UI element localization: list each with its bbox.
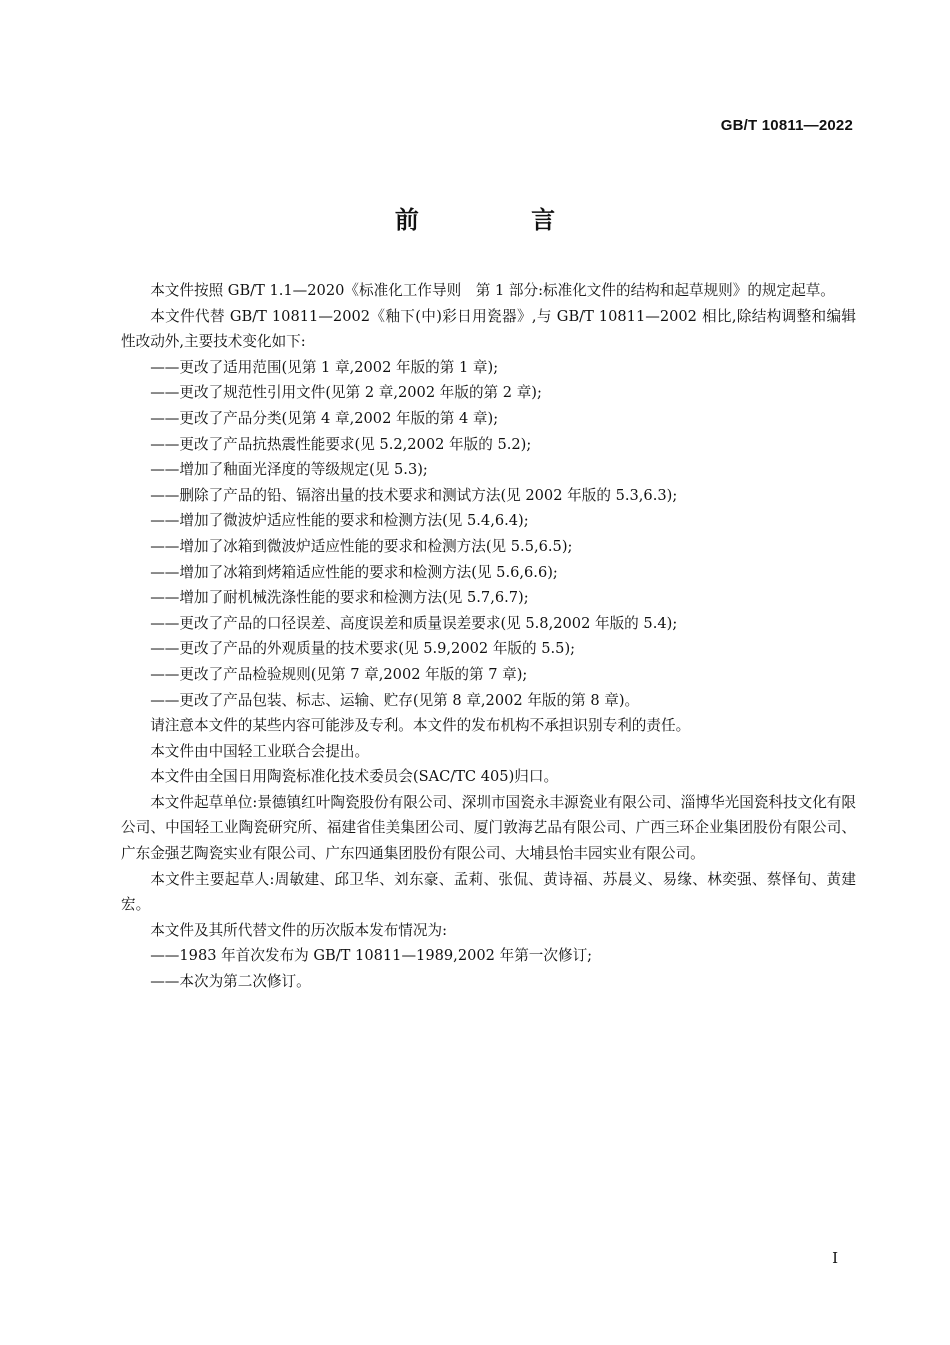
page-title: 前 言 <box>394 206 608 234</box>
paragraph: 本文件按照 GB/T 1.1—2020《标准化工作导则 第 1 部分:标准化文件的结构和起草规则》的规定起草。 <box>150 282 835 299</box>
list-item: ——增加了冰箱到微波炉适应性能的要求和检测方法(见 5.5,6.5); <box>150 537 573 555</box>
list-item: ——增加了冰箱到烤箱适应性能的要求和检测方法(见 5.6,6.6); <box>150 563 558 581</box>
document-body <box>121 278 856 995</box>
list-item: ——更改了适用范围(见第 1 章,2002 年版的第 1 章); <box>150 358 499 376</box>
list-item: ——增加了釉面光泽度的等级规定(见 5.3); <box>150 461 428 479</box>
list-item: ——本次为第二次修订。 <box>150 973 311 991</box>
paragraph: 请注意本文件的某些内容可能涉及专利。本文件的发布机构不承担识别专利的责任。 <box>150 717 691 735</box>
paragraph: 本文件由全国日用陶瓷标准化技术委员会(SAC/TC 405)归口。 <box>150 768 559 786</box>
paragraph: 本文件主要起草人:周敏建、邱卫华、刘东豪、孟莉、张侃、黄诗福、苏晨义、易缘、林奕强、蔡怿旬、黄建宏。 <box>121 870 856 914</box>
paragraph: 本文件起草单位:景德镇红叶陶瓷股份有限公司、深圳市国瓷永丰源瓷业有限公司、淄博华光国瓷科技文化有限公司、中国轻工业陶瓷研究所、福建省佳美集团公司、厦门敦海艺品有限公司、广西三环企业集团股份有限公司、广东金强艺陶瓷实业有限公司、广东四通集团股份有限公司、大埔县怡丰园实业有限公司。 <box>121 793 856 863</box>
list-item: ——删除了产品的铅、镉溶出量的技术要求和测试方法(见 2002 年版的 5.3,6.3); <box>150 486 678 504</box>
list-item: ——更改了产品分类(见第 4 章,2002 年版的第 4 章); <box>150 409 499 427</box>
list-item: ——更改了产品抗热震性能要求(见 5.2,2002 年版的 5.2); <box>150 435 532 453</box>
list-item: ——更改了产品的口径误差、高度误差和质量误差要求(见 5.8,2002 年版的 5.4); <box>150 614 678 632</box>
page-number: I <box>832 1249 838 1267</box>
paragraph: 本文件及其所代替文件的历次版本发布情况为: <box>150 921 447 939</box>
list-item: ——增加了耐机械洗涤性能的要求和检测方法(见 5.7,6.7); <box>150 589 529 607</box>
list-item: ——1983 年首次发布为 GB/T 10811—1989,2002 年第一次修订; <box>150 947 593 965</box>
paragraph: 本文件代替 GB/T 10811—2002《釉下(中)彩日用瓷器》,与 GB/T 10811—2002 相比,除结构调整和编辑性改动外,主要技术变化如下: <box>121 307 856 351</box>
list-item: ——更改了产品的外观质量的技术要求(见 5.9,2002 年版的 5.5); <box>150 640 576 658</box>
standard-code: GB/T 10811—2022 <box>720 117 853 134</box>
list-item: ——增加了微波炉适应性能的要求和检测方法(见 5.4,6.4); <box>150 512 529 530</box>
list-item: ——更改了产品包装、标志、运输、贮存(见第 8 章,2002 年版的第 8 章)。 <box>150 691 640 709</box>
list-item: ——更改了产品检验规则(见第 7 章,2002 年版的第 7 章); <box>150 665 528 683</box>
list-item: ——更改了规范性引用文件(见第 2 章,2002 年版的第 2 章); <box>150 384 542 402</box>
paragraph: 本文件由中国轻工业联合会提出。 <box>150 742 370 760</box>
